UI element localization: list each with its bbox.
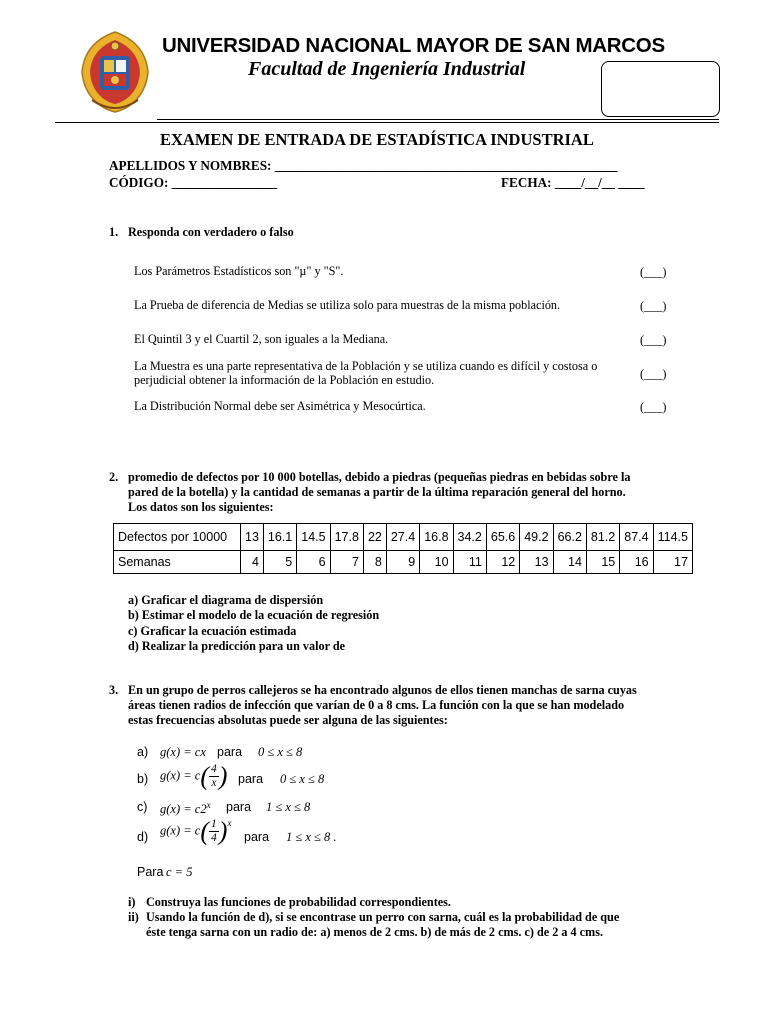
para-c-label: Para	[137, 865, 164, 879]
para-label: para	[238, 772, 264, 786]
table-cell: 22	[363, 524, 386, 551]
para-label: para	[226, 800, 252, 814]
date-field[interactable]: FECHA: ____/__/__ ____	[501, 175, 645, 190]
q2-task: b) Estimar el modelo de la ecuación de regresión	[128, 608, 380, 622]
q3-text-line: áreas tienen radios de infección que varían de 0 a 8 cms. La función con la que se han modelado	[128, 698, 625, 712]
q1-answer-blank[interactable]: (___)	[640, 299, 667, 313]
fraction-denominator: x	[211, 777, 217, 789]
fraction-numerator: 1	[211, 818, 217, 830]
fraction-denominator: 4	[211, 832, 217, 844]
formula-b: g(x) = c( $\frac{4}{x}$ )	[160, 761, 228, 791]
table-cell: 14.5	[297, 524, 330, 551]
formula-d-exponent: x	[227, 818, 232, 828]
option-letter: a)	[137, 745, 149, 759]
formula-c-exponent: x	[206, 800, 211, 810]
q1-answer-blank[interactable]: (___)	[640, 265, 667, 279]
table-cell: 12	[486, 551, 519, 574]
q3-text-line: En un grupo de perros callejeros se ha encontrado algunos de ellos tienen manchas de sarna cuyas	[128, 683, 637, 697]
q1-answer-blank[interactable]: (___)	[640, 367, 667, 381]
q1-number: 1.	[109, 225, 119, 239]
fraction-numerator: 4	[211, 763, 217, 775]
q2-task: a) Graficar el diagrama de dispersión	[128, 593, 324, 607]
q1-answer-blank[interactable]: (___)	[640, 400, 667, 414]
header-rule	[157, 119, 719, 120]
exam-title: EXAMEN DE ENTRADA DE ESTADÍSTICA INDUSTRIAL	[160, 130, 594, 149]
subq-text: Construya las funciones de probabilidad correspondientes.	[146, 895, 451, 909]
q1-item-text: La Prueba de diferencia de Medias se utiliza solo para muestras de la misma población.	[134, 298, 561, 312]
table-cell: 14	[553, 551, 586, 574]
table-cell: 8	[363, 551, 386, 574]
range-b: 0 ≤ x ≤ 8	[280, 772, 325, 786]
para-label: para	[244, 830, 270, 844]
subq-text: éste tenga sarna con un radio de: a) menos de 2 cms. b) de más de 2 cms. c) de 2 a 4 cms.	[146, 925, 603, 939]
q2-text-line: promedio de defectos por 10 000 botellas, debido a piedras (pequeñas piedras en bebidas sobre la	[128, 470, 631, 484]
university-name: UNIVERSIDAD NACIONAL MAYOR DE SAN MARCOS	[162, 34, 665, 57]
table-cell: 5	[263, 551, 296, 574]
q2-text-line: pared de la botella) y la cantidad de semanas a partir de la última reparación general del horno.	[128, 485, 626, 499]
row-header-defectos: Defectos por 10000	[114, 524, 241, 551]
q3-number: 3.	[109, 683, 119, 697]
table-cell: 17	[653, 551, 692, 574]
table-cell: 81.2	[586, 524, 619, 551]
formula-c	[160, 800, 211, 817]
option-letter: c)	[137, 800, 148, 814]
table-cell: 27.4	[386, 524, 419, 551]
header-rule-thin	[55, 122, 719, 123]
q2-text-line: Los datos son los siguientes:	[128, 500, 274, 514]
code-field[interactable]: CÓDIGO: ________________	[109, 175, 278, 190]
table-cell: 65.6	[486, 524, 519, 551]
q1-prompt: Responda con verdadero o falso	[128, 225, 294, 239]
formula-d-prefix: g(x) = c	[160, 823, 201, 838]
q2-number: 2.	[109, 470, 119, 484]
subq-text: Usando la función de d), si se encontrase un perro con sarna, cuál es la probabilidad de que	[146, 910, 620, 924]
table-cell: 11	[453, 551, 486, 574]
table-cell: 34.2	[453, 524, 486, 551]
table-row	[114, 524, 693, 551]
table-cell: 15	[586, 551, 619, 574]
table-cell: 16.8	[420, 524, 453, 551]
para-label: para	[217, 745, 243, 759]
q3-text-line: estas frecuencias absolutas puede ser alguna de las siguientes:	[128, 713, 448, 727]
formula-b-prefix: g(x) = c	[160, 768, 201, 783]
table-cell: 114.5	[653, 524, 692, 551]
faculty-name: Facultad de Ingeniería Industrial	[248, 58, 526, 80]
q1-item-text: La Distribución Normal debe ser Asimétrica y Mesocúrtica.	[134, 399, 426, 413]
q1-item-text: El Quintil 3 y el Cuartil 2, son iguales a la Mediana.	[134, 332, 389, 346]
formula-d: g(x) = c( $\frac{1}{4}$ )$^x$	[160, 816, 232, 846]
q2-task: c) Graficar la ecuación estimada	[128, 624, 297, 638]
q1-item-text: Los Parámetros Estadísticos son "µ" y "S".	[134, 264, 344, 278]
table-cell: 13	[241, 524, 264, 551]
subq-label: ii)	[128, 910, 139, 924]
option-letter: d)	[137, 830, 149, 844]
table-cell: 16	[620, 551, 653, 574]
range-d: 1 ≤ x ≤ 8 .	[286, 830, 337, 844]
table-cell: 4	[241, 551, 264, 574]
table-cell: 17.8	[330, 524, 363, 551]
table-cell: 87.4	[620, 524, 653, 551]
name-field[interactable]: APELLIDOS Y NOMBRES: ____________________________________________________	[109, 158, 618, 173]
row-header-semanas: Semanas	[114, 551, 241, 574]
q1-answer-blank[interactable]: (___)	[640, 333, 667, 347]
option-letter: b)	[137, 772, 149, 786]
grade-box[interactable]	[601, 61, 720, 117]
q1-item-text: La Muestra es una parte representativa de la Población y se utiliza cuando es difícil y costosa o perjudicial obtener la información de la Población en estudio.	[134, 359, 598, 387]
table-cell: 16.1	[263, 524, 296, 551]
range-a: 0 ≤ x ≤ 8	[258, 745, 303, 759]
table-cell: 6	[297, 551, 330, 574]
range-c: 1 ≤ x ≤ 8	[266, 800, 311, 814]
table-cell: 9	[386, 551, 419, 574]
formula-c-base: g(x) = c2	[160, 802, 207, 817]
data-table	[113, 523, 693, 574]
table-cell: 10	[420, 551, 453, 574]
table-cell: 49.2	[520, 524, 553, 551]
q2-task: d) Realizar la predicción para un valor de	[128, 639, 346, 653]
table-cell: 66.2	[553, 524, 586, 551]
table-cell: 7	[330, 551, 363, 574]
table-cell: 13	[520, 551, 553, 574]
c-value: c = 5	[166, 865, 193, 879]
formula-a: g(x) = cx	[160, 745, 206, 759]
table-row	[114, 551, 693, 574]
subq-label: i)	[128, 895, 136, 909]
university-seal-logo	[78, 30, 152, 114]
